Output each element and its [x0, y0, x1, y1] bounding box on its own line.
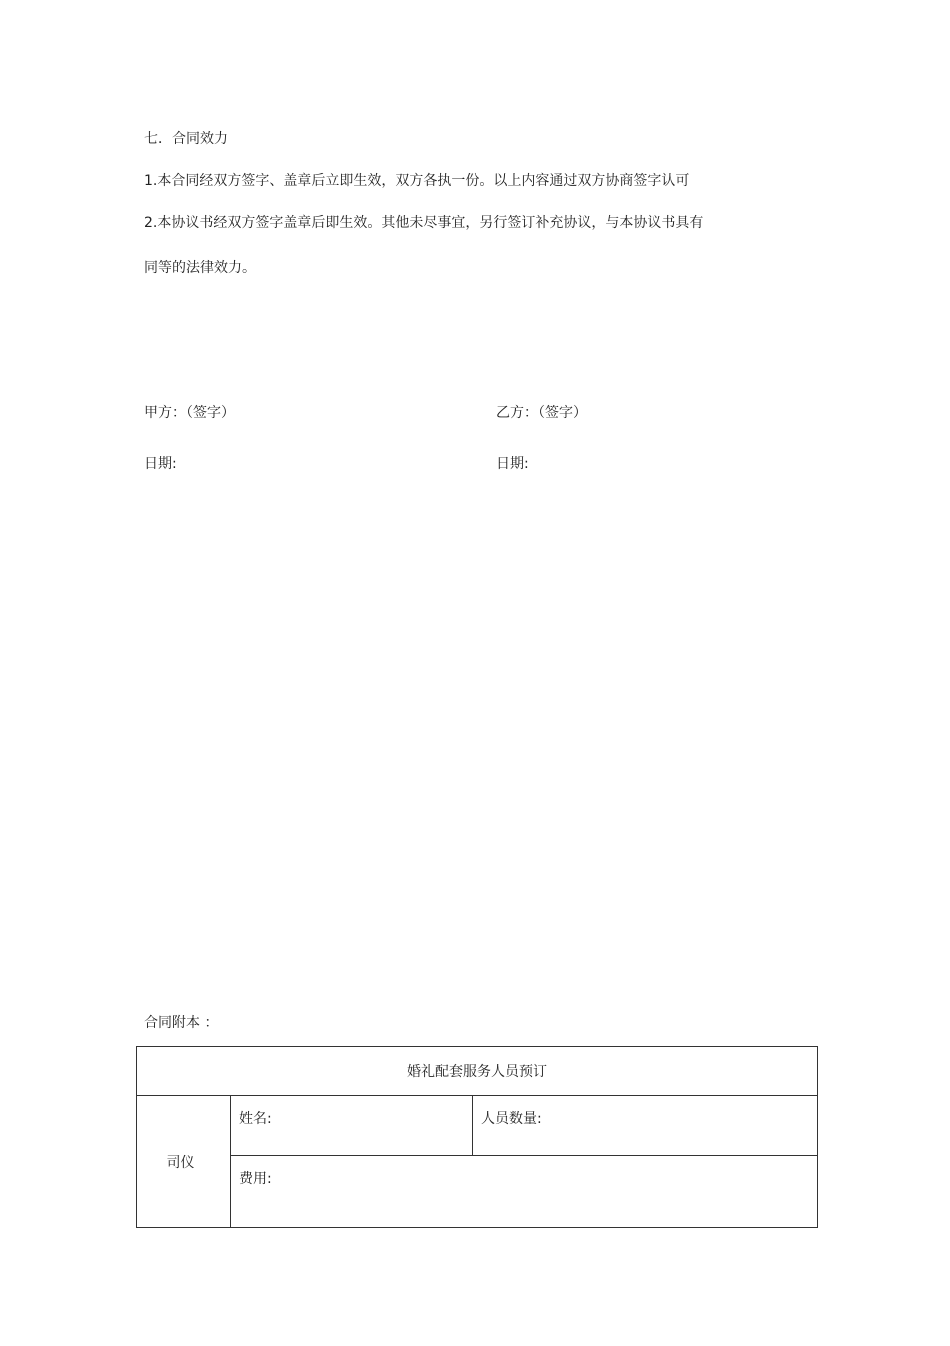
- section-heading: 七．合同效力: [144, 131, 228, 147]
- table-title: [137, 1047, 818, 1096]
- count-field: [473, 1096, 818, 1156]
- party-a-date: 日期:: [144, 456, 177, 472]
- party-a-signature: 甲方：（签字）: [144, 405, 235, 421]
- party-b-signature: 乙方：（签字）: [496, 405, 587, 421]
- fee-label: 费用:: [239, 1171, 272, 1187]
- count-label: 人员数量:: [481, 1111, 542, 1127]
- clause-1: 1.本合同经双方签字、盖章后立即生效，双方各执一份。以上内容通过双方协商签字认可: [144, 173, 690, 189]
- name-label: 姓名:: [239, 1111, 272, 1127]
- role-cell: [137, 1096, 231, 1228]
- name-field: [231, 1096, 473, 1156]
- clause-2-line-1: 2.本协议书经双方签字盖章后即生效。其他未尽事宜，另行签订补充协议，与本协议书具有: [144, 215, 704, 231]
- fee-field: [231, 1156, 818, 1228]
- table-title-text: 婚礼配套服务人员预订: [407, 1064, 547, 1080]
- party-b-date: 日期:: [496, 456, 529, 472]
- appendix-table: [136, 1046, 818, 1228]
- appendix-label: 合同附本 ：: [144, 1015, 219, 1031]
- clause-2-line-2: 同等的法律效力。: [144, 260, 256, 276]
- role-label: 司仪: [166, 1154, 195, 1171]
